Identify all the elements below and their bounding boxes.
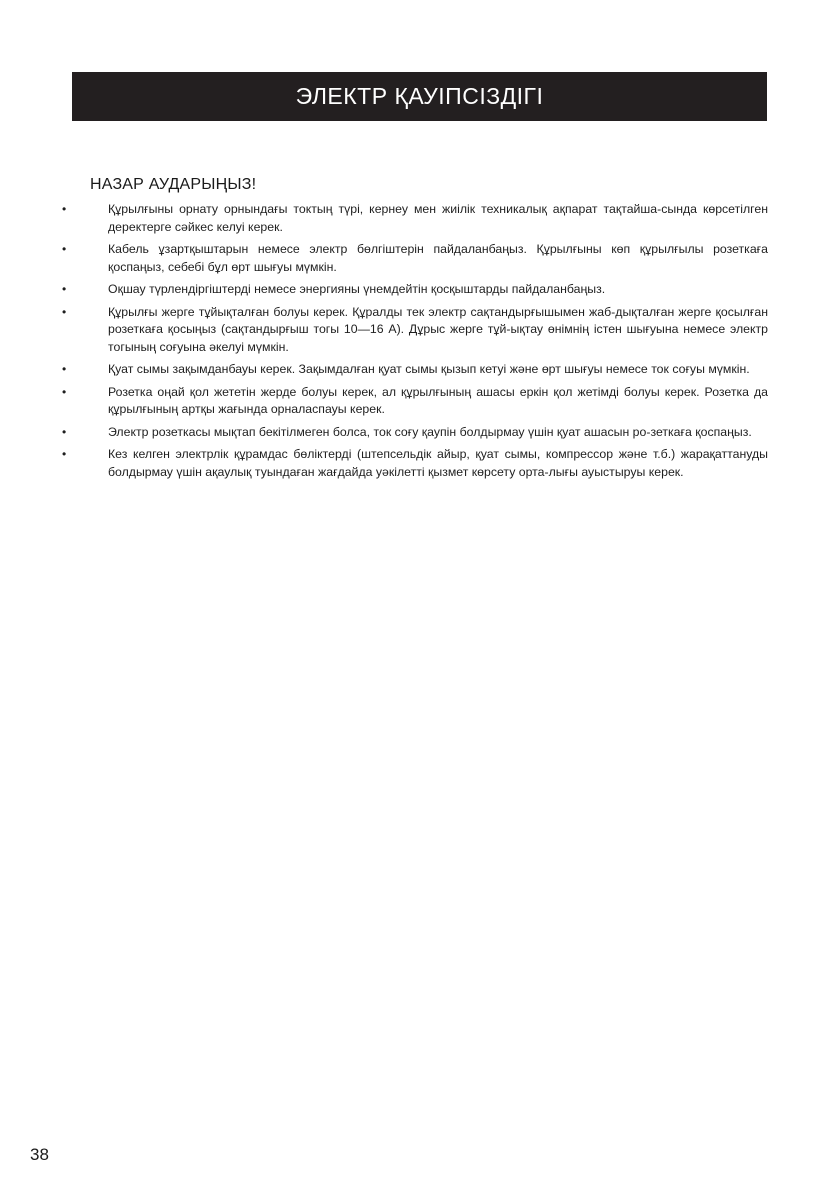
section-title: ЭЛЕКТР ҚАУІПСІЗДІГІ — [295, 83, 544, 109]
bullet-icon: • — [62, 362, 67, 376]
list-item — [62, 241, 768, 276]
list-item-text: Кабель ұзартқыштарын немесе электр бөлгіштерін пайдаланбаңыз. Құрылғыны көп құрылғылы розеткаға қоспаңыз, себебі бұл өрт шығуы мүмкін. — [108, 242, 768, 274]
list-item — [62, 201, 768, 236]
bullet-icon: • — [62, 424, 67, 439]
list-item-text: Электр розеткасы мықтап бекітілмеген болса, ток соғу қаупін болдырмау үшін қуат ашасын ро-зеткаға қоспаңыз. — [108, 424, 752, 439]
list-item-text: Оқшау түрлендіргіштерді немесе энергияны үнемдейтін қосқыштарды пайдаланбаңыз. — [108, 282, 606, 296]
warning-list — [62, 201, 768, 486]
section-header-band — [72, 72, 767, 121]
page-number: 38 — [30, 1145, 49, 1164]
list-item — [62, 281, 768, 299]
bullet-icon: • — [62, 242, 67, 256]
warning-heading: НАЗАР АУДАРЫҢЫЗ! — [90, 176, 257, 193]
list-item — [62, 424, 768, 442]
list-item-text: Құрылғыны орнату орнындағы токтың түрі, кернеу мен жиілік техникалық ақпарат тақтайша-сында көрсетілген деректерге сәйкес келуі керек. — [108, 202, 768, 234]
bullet-icon: • — [62, 282, 67, 296]
list-item — [62, 446, 768, 481]
bullet-icon: • — [62, 304, 67, 319]
list-item — [62, 361, 768, 379]
list-item-text: Құрылғы жерге тұйықталған болуы керек. Құралды тек электр сақтандырғышымен жаб-дықталған жерге қосылған розеткаға қосыңыз (сақтандырғыш тогы 10—16 A). Дұрыс жерге тұй-ықтау өнімнің істен шығуына немесе электр тогының соғуына әкелуі мүмкін. — [108, 304, 768, 354]
list-item-text: Кез келген электрлік құрамдас бөліктерді (штепсельдік айыр, қуат сымы, компрессор және т.б.) жарақаттануды болдырмау үшін ақаулық туындаған жағдайда уәкілетті қызмет көрсету орта-лығы ауыстыруы керек. — [108, 447, 768, 479]
bullet-icon: • — [62, 202, 67, 216]
bullet-icon: • — [62, 447, 67, 461]
bullet-icon: • — [62, 384, 67, 399]
list-item-text: Қуат сымы зақымданбауы керек. Зақымдалған қуат сымы қызып кетуі және өрт шығуы немесе ток соғуы мүмкін. — [108, 362, 750, 376]
list-item — [62, 304, 768, 357]
list-item — [62, 384, 768, 419]
list-item-text: Розетка оңай қол жететін жерде болуы керек, ал құрылғының ашасы еркін қол жетімді болуы керек. Розетка да құрылғының артқы жағында орналаспауы керек. — [108, 384, 768, 416]
